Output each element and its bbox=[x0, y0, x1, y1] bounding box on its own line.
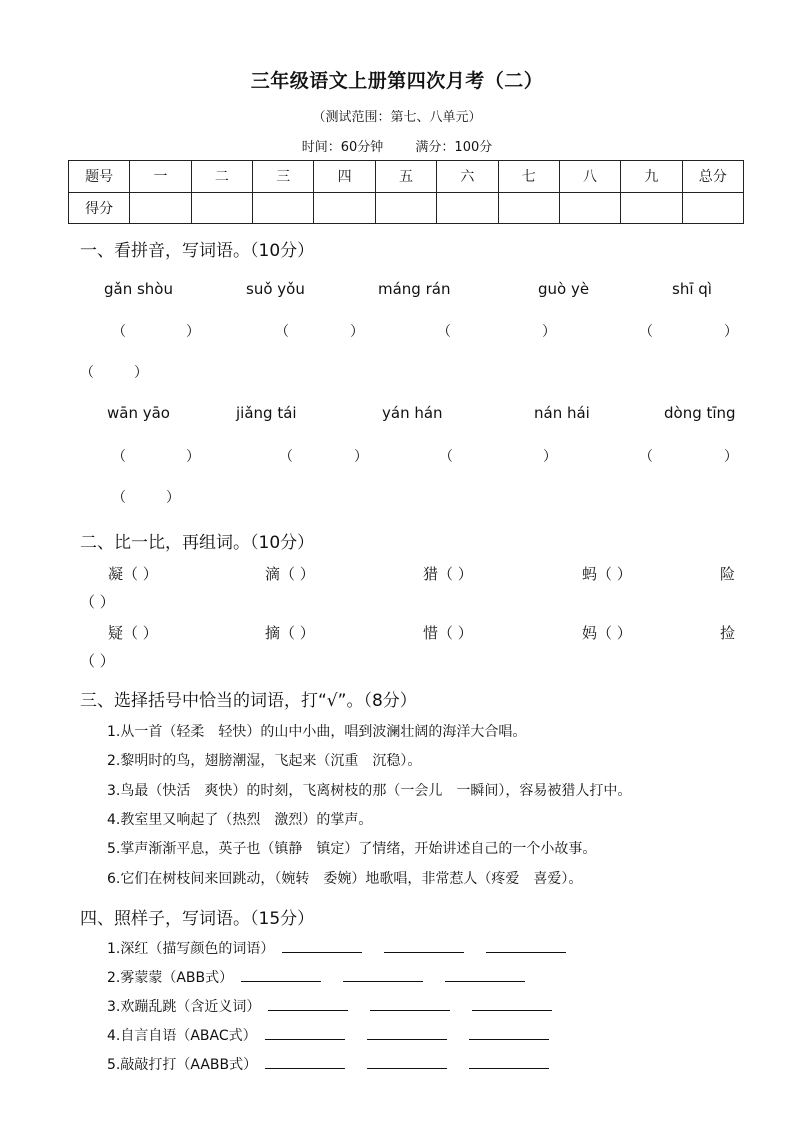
answer-paren: （ ） bbox=[438, 624, 473, 642]
compare-char-item bbox=[108, 622, 158, 643]
compare-char-item bbox=[108, 563, 158, 584]
choice-question: 4.教室里又响起了（热烈 激烈）的掌声。 bbox=[107, 812, 373, 828]
answer-blank[interactable] bbox=[367, 1054, 447, 1069]
example-prompt: 1.深红（描写颜色的词语） bbox=[107, 941, 275, 957]
example-prompt: 5.敲敲打打（AABB式） bbox=[107, 1057, 258, 1073]
answer-paren-open: （ bbox=[112, 324, 126, 340]
answer-paren-close: ） bbox=[166, 490, 180, 506]
example-prompt: 2.雾蒙蒙（ABB式） bbox=[107, 970, 234, 986]
answer-blank[interactable] bbox=[445, 967, 525, 982]
choice-question: 2.黎明时的鸟，翅膀潮湿，飞起来（沉重 沉稳）。 bbox=[107, 753, 422, 769]
score-cell[interactable] bbox=[253, 192, 314, 224]
answer-paren: （ ） bbox=[280, 565, 315, 583]
answer-blank[interactable] bbox=[265, 1025, 345, 1040]
answer-paren-open: （ bbox=[437, 324, 451, 340]
choice-question: 3.鸟最（快活 爽快）的时刻，飞离树枝的那（一会儿 一瞬间），容易被猎人打中。 bbox=[107, 783, 632, 799]
section-2-heading: 二、比一比，再组词。（10分） bbox=[80, 533, 315, 553]
choice-question: 5.掌声渐渐平息，英子也（镇静 镇定）了情绪，开始讲述自己的一个小故事。 bbox=[107, 841, 597, 857]
pinyin-item: wān yāo bbox=[107, 404, 170, 422]
score-cell[interactable] bbox=[559, 192, 620, 224]
compare-char: 妈 bbox=[582, 624, 598, 642]
answer-blank[interactable] bbox=[384, 938, 464, 953]
section-1-heading: 一、看拼音，写词语。（10分） bbox=[80, 241, 315, 261]
section-4-heading: 四、照样子，写词语。（15分） bbox=[80, 909, 315, 929]
pinyin-item: nán hái bbox=[534, 404, 590, 422]
table-cell: 得分 bbox=[69, 192, 130, 224]
table-cell: 一 bbox=[130, 161, 191, 193]
score-table bbox=[68, 160, 744, 224]
score-cell[interactable] bbox=[130, 192, 191, 224]
answer-paren-open: （ bbox=[639, 324, 653, 340]
table-cell: 总分 bbox=[682, 161, 743, 193]
score-cell[interactable] bbox=[621, 192, 682, 224]
time-limit: 时间：60分钟 bbox=[301, 140, 384, 155]
pinyin-item: guò yè bbox=[538, 280, 590, 298]
table-cell: 四 bbox=[314, 161, 375, 193]
example-question bbox=[107, 1054, 549, 1074]
compare-char: 惜 bbox=[423, 624, 439, 642]
pinyin-item: dòng tīng bbox=[664, 404, 736, 422]
answer-paren-close: ） bbox=[186, 324, 200, 340]
compare-char: 滴 bbox=[265, 565, 281, 583]
example-prompt: 3.欢蹦乱跳（含近义词） bbox=[107, 999, 261, 1015]
page-title: 三年级语文上册第四次月考（二） bbox=[250, 70, 544, 92]
compare-char: 险 bbox=[720, 565, 736, 583]
answer-paren-open: （ bbox=[639, 449, 653, 465]
answer-blank[interactable] bbox=[268, 996, 348, 1011]
answer-paren-open: （ bbox=[279, 449, 293, 465]
answer-blank[interactable] bbox=[282, 938, 362, 953]
answer-blank[interactable] bbox=[343, 967, 423, 982]
test-scope: （测试范围：第七、八单元） bbox=[312, 110, 482, 125]
score-table-header-row bbox=[69, 161, 744, 193]
answer-blank[interactable] bbox=[469, 1054, 549, 1069]
pinyin-item: gǎn shòu bbox=[104, 280, 173, 298]
compare-char: 凝 bbox=[108, 565, 124, 583]
compare-char: 蚂 bbox=[582, 565, 598, 583]
answer-paren-close: ） bbox=[354, 449, 368, 465]
pinyin-item: jiǎng tái bbox=[236, 404, 297, 422]
answer-paren: （ ） bbox=[123, 565, 158, 583]
example-question bbox=[107, 967, 525, 987]
answer-paren-close: ） bbox=[134, 365, 148, 381]
answer-paren-open: （ bbox=[112, 490, 126, 506]
score-cell[interactable] bbox=[375, 192, 436, 224]
table-cell: 七 bbox=[498, 161, 559, 193]
table-cell: 六 bbox=[437, 161, 498, 193]
example-prompt: 4.自言自语（ABAC式） bbox=[107, 1028, 257, 1044]
example-question bbox=[107, 938, 566, 958]
score-cell[interactable] bbox=[437, 192, 498, 224]
time-and-score-line bbox=[0, 136, 794, 155]
answer-blank[interactable] bbox=[486, 938, 566, 953]
answer-paren-close: ） bbox=[543, 449, 557, 465]
score-cell[interactable] bbox=[682, 192, 743, 224]
table-cell: 九 bbox=[621, 161, 682, 193]
answer-paren-close: ） bbox=[724, 324, 738, 340]
answer-blank[interactable] bbox=[241, 967, 321, 982]
answer-paren: （ ） bbox=[597, 565, 632, 583]
compare-char-item bbox=[423, 622, 473, 643]
table-cell: 题号 bbox=[69, 161, 130, 193]
answer-paren: （ ） bbox=[280, 624, 315, 642]
compare-char-item bbox=[423, 563, 473, 584]
table-cell: 八 bbox=[559, 161, 620, 193]
compare-char-item bbox=[265, 563, 315, 584]
compare-char-item bbox=[582, 622, 632, 643]
example-question bbox=[107, 1025, 549, 1045]
answer-blank[interactable] bbox=[370, 996, 450, 1011]
compare-char: 摘 bbox=[265, 624, 281, 642]
score-cell[interactable] bbox=[191, 192, 252, 224]
answer-paren-close: ） bbox=[186, 449, 200, 465]
compare-char: 捡 bbox=[720, 624, 736, 642]
table-cell: 三 bbox=[253, 161, 314, 193]
answer-paren-open: （ bbox=[275, 324, 289, 340]
pinyin-item: suǒ yǒu bbox=[246, 280, 305, 298]
answer-paren-open: （ bbox=[439, 449, 453, 465]
answer-paren-close: ） bbox=[542, 324, 556, 340]
answer-paren-close: ） bbox=[350, 324, 364, 340]
answer-blank[interactable] bbox=[472, 996, 552, 1011]
pinyin-item: yán hán bbox=[382, 404, 443, 422]
answer-blank[interactable] bbox=[265, 1054, 345, 1069]
section-3-heading: 三、选择括号中恰当的词语，打“√”。（8分） bbox=[80, 691, 417, 711]
answer-paren-close: ） bbox=[724, 449, 738, 465]
answer-paren: （ ） bbox=[80, 652, 115, 670]
pinyin-item: shī qì bbox=[672, 280, 712, 298]
example-question bbox=[107, 996, 552, 1016]
answer-paren: （ ） bbox=[123, 624, 158, 642]
answer-paren: （ ） bbox=[80, 593, 115, 611]
compare-char: 疑 bbox=[108, 624, 124, 642]
answer-paren: （ ） bbox=[438, 565, 473, 583]
answer-paren-open: （ bbox=[112, 449, 126, 465]
answer-blank[interactable] bbox=[469, 1025, 549, 1040]
compare-char-item bbox=[265, 622, 315, 643]
choice-question: 1.从一首（轻柔 轻快）的山中小曲，唱到波澜壮阔的海洋大合唱。 bbox=[107, 724, 527, 740]
pinyin-item: máng rán bbox=[378, 280, 451, 298]
full-score: 满分：100分 bbox=[415, 140, 493, 155]
answer-paren: （ ） bbox=[597, 624, 632, 642]
table-cell: 五 bbox=[375, 161, 436, 193]
score-table-score-row bbox=[69, 192, 744, 224]
score-cell[interactable] bbox=[314, 192, 375, 224]
compare-char-item bbox=[582, 563, 632, 584]
compare-char: 猎 bbox=[423, 565, 439, 583]
table-cell: 二 bbox=[191, 161, 252, 193]
answer-blank[interactable] bbox=[367, 1025, 447, 1040]
choice-question: 6.它们在树枝间来回跳动，（婉转 委婉）地歌唱，非常惹人（疼爱 喜爱）。 bbox=[107, 871, 583, 887]
score-cell[interactable] bbox=[498, 192, 559, 224]
answer-paren-open: （ bbox=[80, 365, 94, 381]
